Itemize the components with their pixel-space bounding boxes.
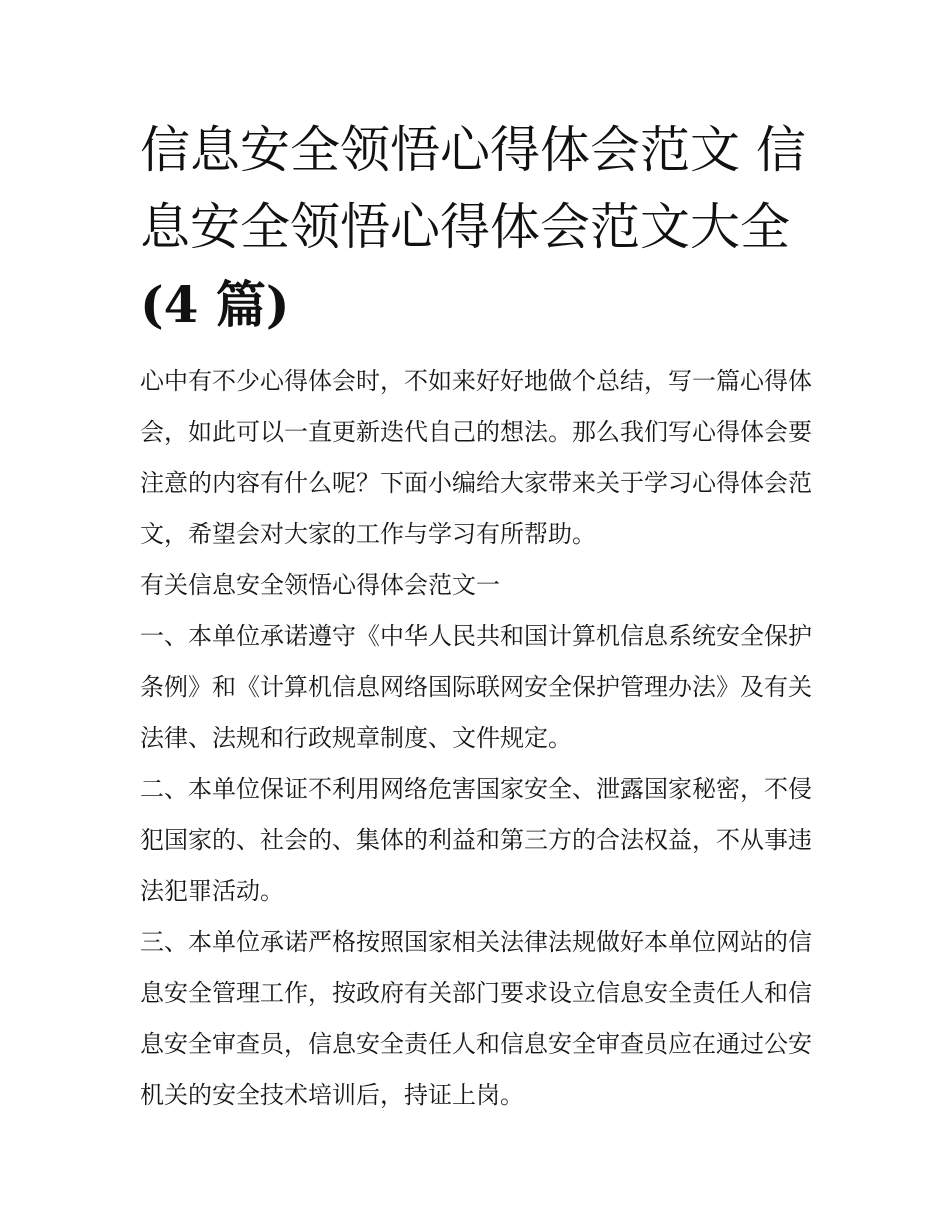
clause-paragraph-1: 一、本单位承诺遵守《中华人民共和国计算机信息系统安全保护条例》和《计算机信息网络国际联网安全保护管理办法》及有关法律、法规和行政规章制度、文件规定。 — [140, 622, 812, 752]
document-body — [140, 356, 820, 1121]
clause-paragraph-3: 三、本单位承诺严格按照国家相关法律法规做好本单位网站的信息安全管理工作，按政府有关部门要求设立信息安全责任人和信息安全审查员，信息安全责任人和信息安全审查员应在通过公安机关的安全技术培训后，持证上岗。 — [140, 928, 812, 1109]
title-text: 信息安全领悟心得体会范文 信息安全领悟心得体会范文大全 — [140, 121, 806, 256]
section-heading: 有关信息安全领悟心得体会范文一 — [140, 571, 500, 599]
clause-paragraph-2: 二、本单位保证不利用网络危害国家安全、泄露国家秘密，不侵犯国家的、社会的、集体的利益和第三方的合法权益，不从事违法犯罪活动。 — [140, 775, 812, 905]
title-count: (4 篇) — [140, 275, 290, 334]
page-title — [140, 112, 820, 344]
intro-paragraph: 心中有不少心得体会时，不如来好好地做个总结，写一篇心得体会，如此可以一直更新迭代自己的想法。那么我们写心得体会要注意的内容有什么呢？下面小编给大家带来关于学习心得体会范文，希望会对大家的工作与学习有所帮助。 — [140, 367, 812, 548]
